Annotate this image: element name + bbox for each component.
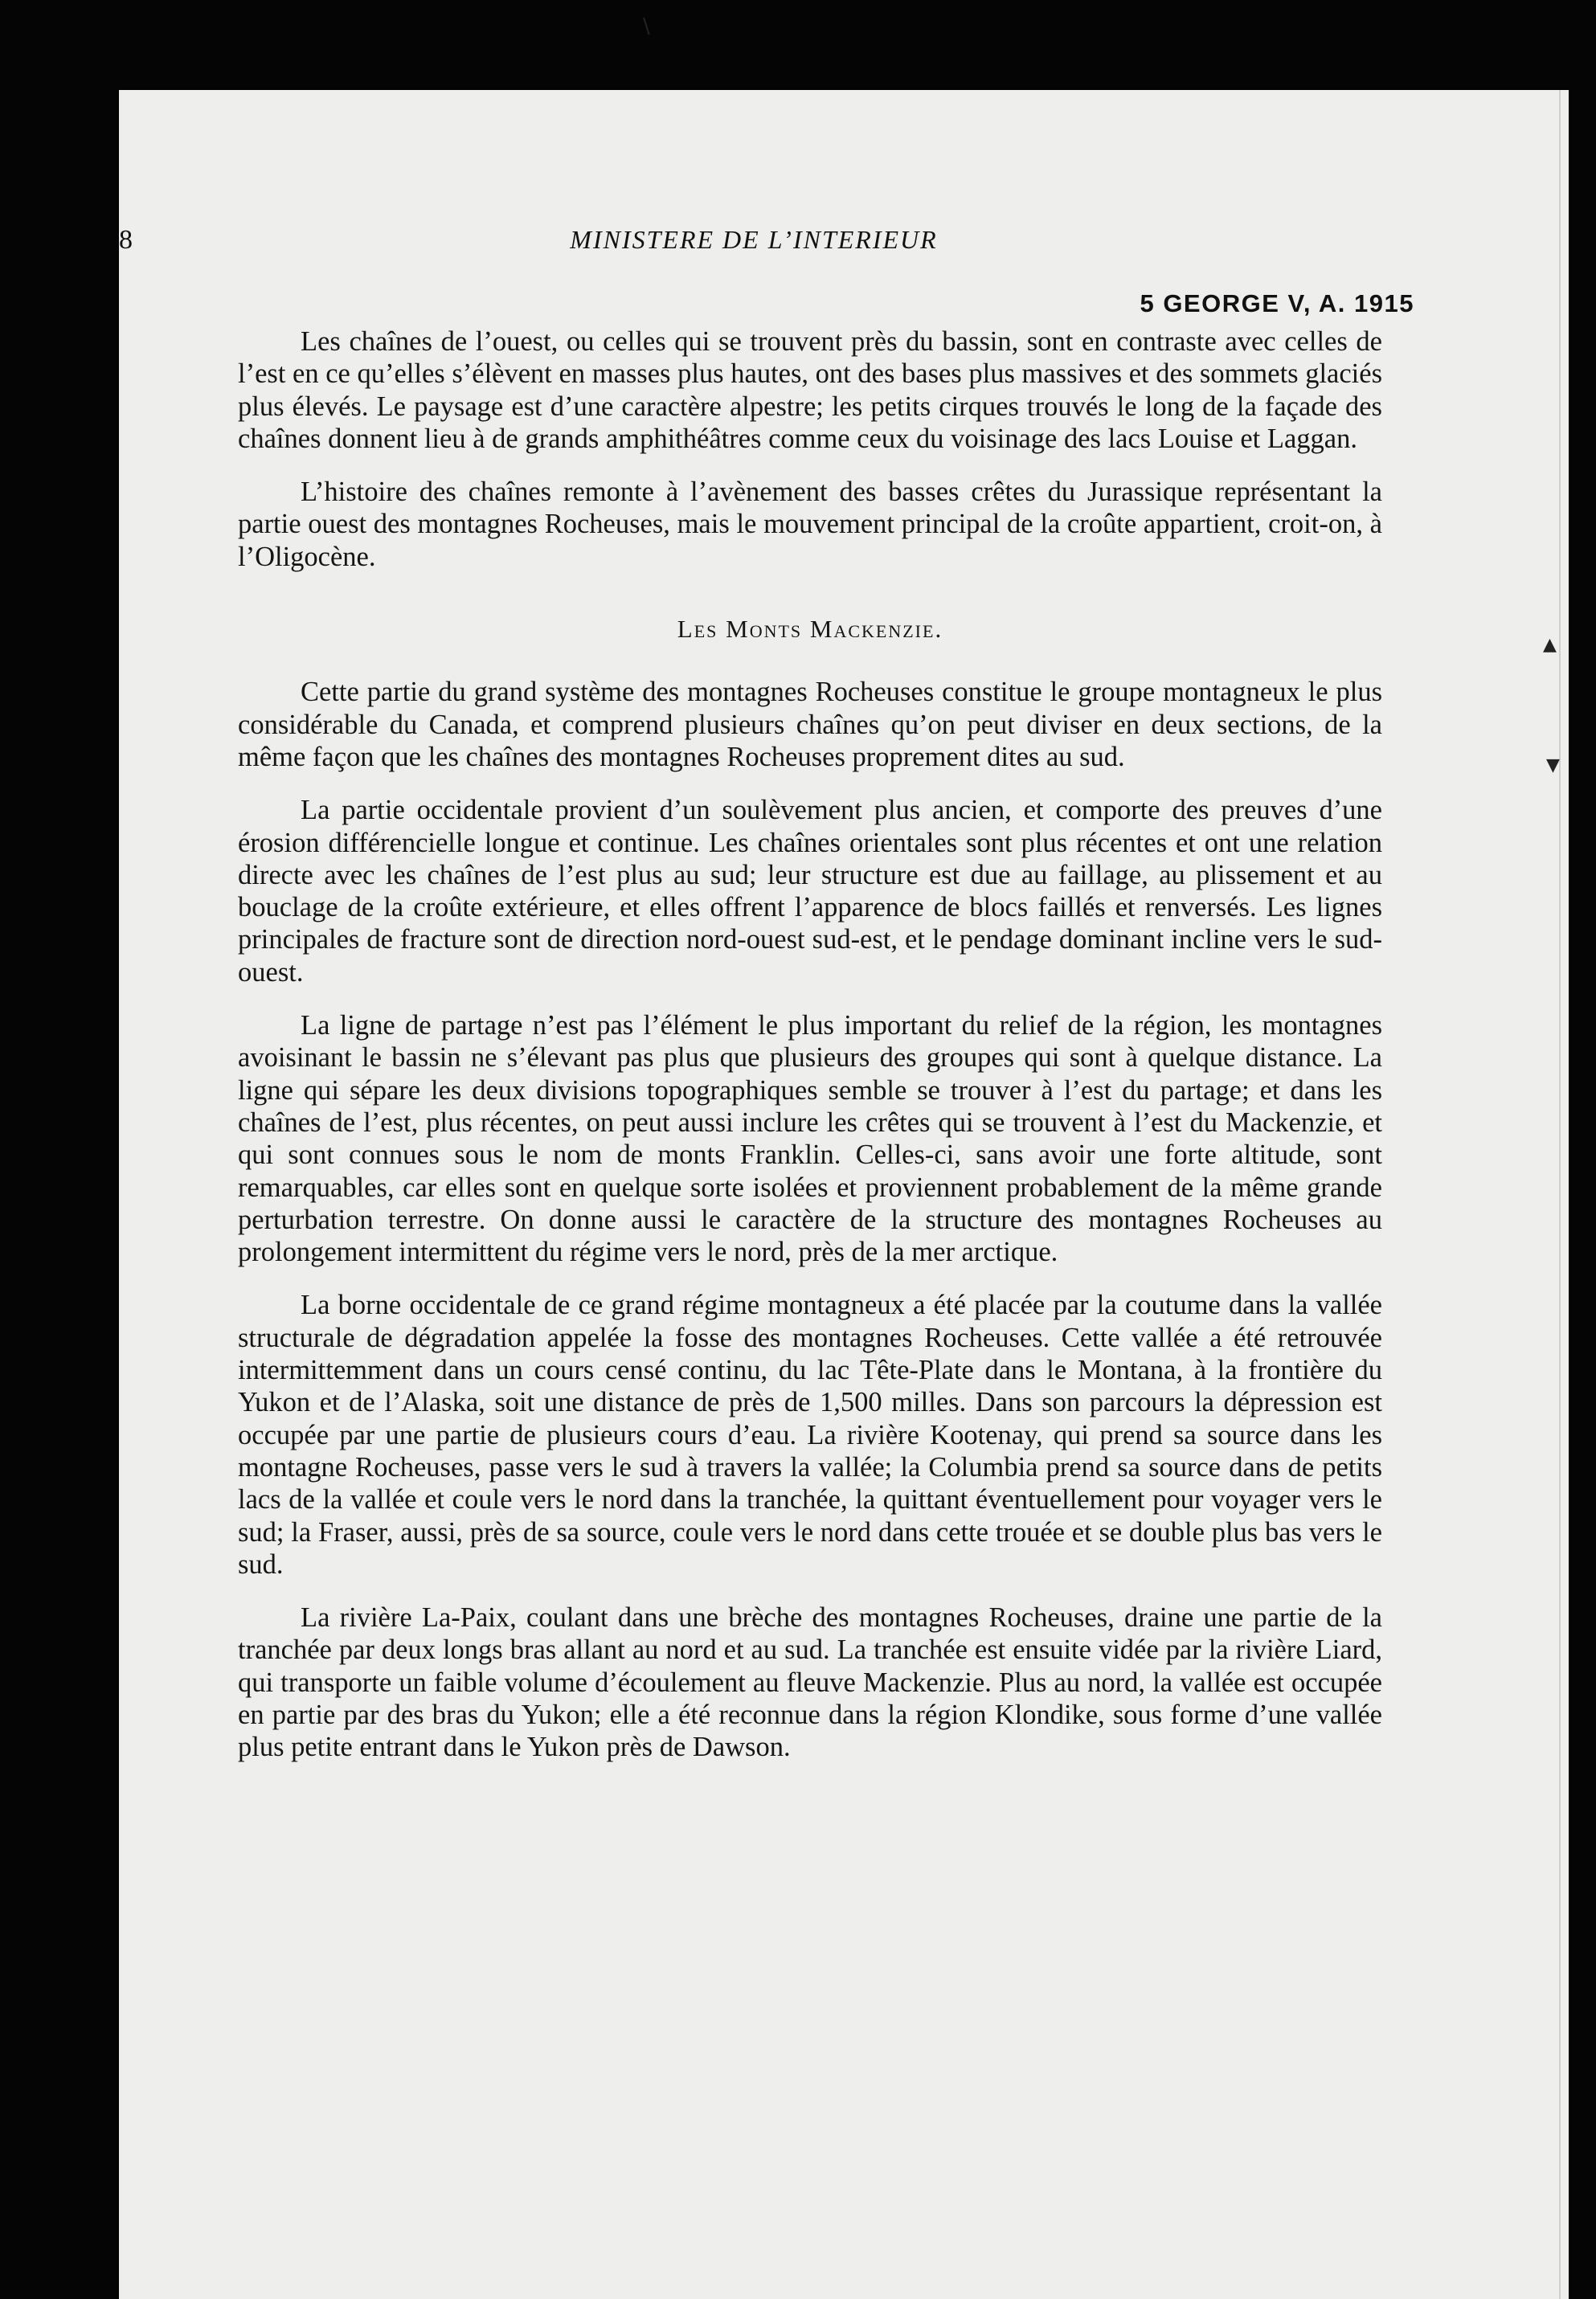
page-number: 8 xyxy=(119,225,133,255)
page-edge-line xyxy=(1559,90,1561,2299)
paragraph: Cette partie du grand système des montagnes Rocheuses constitue le groupe montagneux le plus considérable du Canada, et comprend plusieurs chaînes qu’on peut diviser en deux sections, de la même façon que les chaînes des montagnes Rocheuses proprement dites au sud. xyxy=(238,677,1382,772)
paragraph: La partie occidentale provient d’un soulèvement plus ancien, et comporte des preuves d’une érosion différencielle longue et continue. Les chaînes orientales sont plus récentes et ont une relation directe avec les chaînes de l’est plus au sud; leur structure est due au faillage, au plissement et au bouclage de la croûte extérieure, et elles offrent l’apparence de blocs faillés et renversés. Les lignes principales de fracture sont de direction nord-ouest sud-est, et le pendage dominant incline vers le sud-ouest. xyxy=(238,795,1382,988)
running-title: MINISTERE DE L’INTERIEUR xyxy=(570,225,938,254)
scan-mark: ▼ xyxy=(1546,755,1560,775)
paragraph: La rivière La-Paix, coulant dans une brèche des montagnes Rocheuses, draine une partie de la tranchée par deux longs bras allant au nord et au sud. La tranchée est ensuite vidée par la rivière Liard, qui transporte un faible volume d’écoulement au fleuve Mackenzie. Plus au nord, la vallée est occupée en partie par des bras du Yukon; elle a été reconnue dans la région Klondike, sous forme d’une vallée plus petite entrant dans le Yukon près de Dawson. xyxy=(238,1602,1382,1763)
paragraph: Les chaînes de l’ouest, ou celles qui se trouvent près du bassin, sont en contraste avec celles de l’est en ce qu’elles s’élèvent en masses plus hautes, ont des bases plus massives et des sommets glaciés plus élevés. Le paysage est d’une caractère alpestre; les petits cirques trouvés le long de la façade des chaînes donnent lieu à de grands amphithéâtres comme ceux du voisinage des lacs Louise et Laggan. xyxy=(238,326,1382,454)
paragraph: La borne occidentale de ce grand régime montagneux a été placée par la coutume dans la vallée structurale de dégradation appelée la fosse des montagnes Rocheuses. Cette vallée a été retrouvée intermittemment dans un cours censé continu, du lac Tête-Plate dans le Montana, à la frontière du Yukon et de l’Alaska, soit une distance de près de 1,500 milles. Dans son parcours la dépression est occupée par une partie de plusieurs cours d’eau. La rivière Kootenay, qui prend sa source dans les montagne Rocheuses, passe vers le sud à travers la vallée; la Columbia prend sa source dans de petits lacs de la vallée et coule vers le nord dans la tranchée, la quittant éventuellement pour voyager vers le sud; la Fraser, aussi, près de sa source, coule vers le nord dans cette trouée et se double plus bas vers le sud. xyxy=(238,1290,1382,1580)
scan-mark: \ xyxy=(643,14,650,39)
page-header xyxy=(119,225,1389,257)
paragraph: La ligne de partage n’est pas l’élément le plus important du relief de la région, les montagnes avoisinant le bassin ne s’élevant pas plus que plusieurs des groupes qui sont à quelque distance. La ligne qui sépare les deux divisions topographiques semble se trouver à l’est du partage; et dans les chaînes de l’est, plus récentes, on peut aussi inclure les crêtes qui se trouvent à l’est du Mackenzie, et qui sont connues sous le nom de monts Franklin. Celles-ci, sans avoir une forte altitude, sont remarquables, car elles sont en quelque sorte isolées et proviennent probablement de la même grande perturbation terrestre. On donne aussi le caractère de la structure des montagnes Rocheuses au prolongement intermittent du régime vers le nord, près de la mer arctique. xyxy=(238,1010,1382,1268)
section-heading: Les Monts Mackenzie. xyxy=(677,615,943,644)
page-body xyxy=(238,325,1382,1785)
session-reference: 5 GEORGE V, A. 1915 xyxy=(1140,289,1414,317)
scan-mark: ▲ xyxy=(1543,635,1557,655)
paragraph: L’histoire des chaînes remonte à l’avènement des basses crêtes du Jurassique représentant la partie ouest des montagnes Rocheuses, mais le mouvement principal de la croûte appartient, croit-on, à l’Oligocène. xyxy=(238,477,1382,572)
